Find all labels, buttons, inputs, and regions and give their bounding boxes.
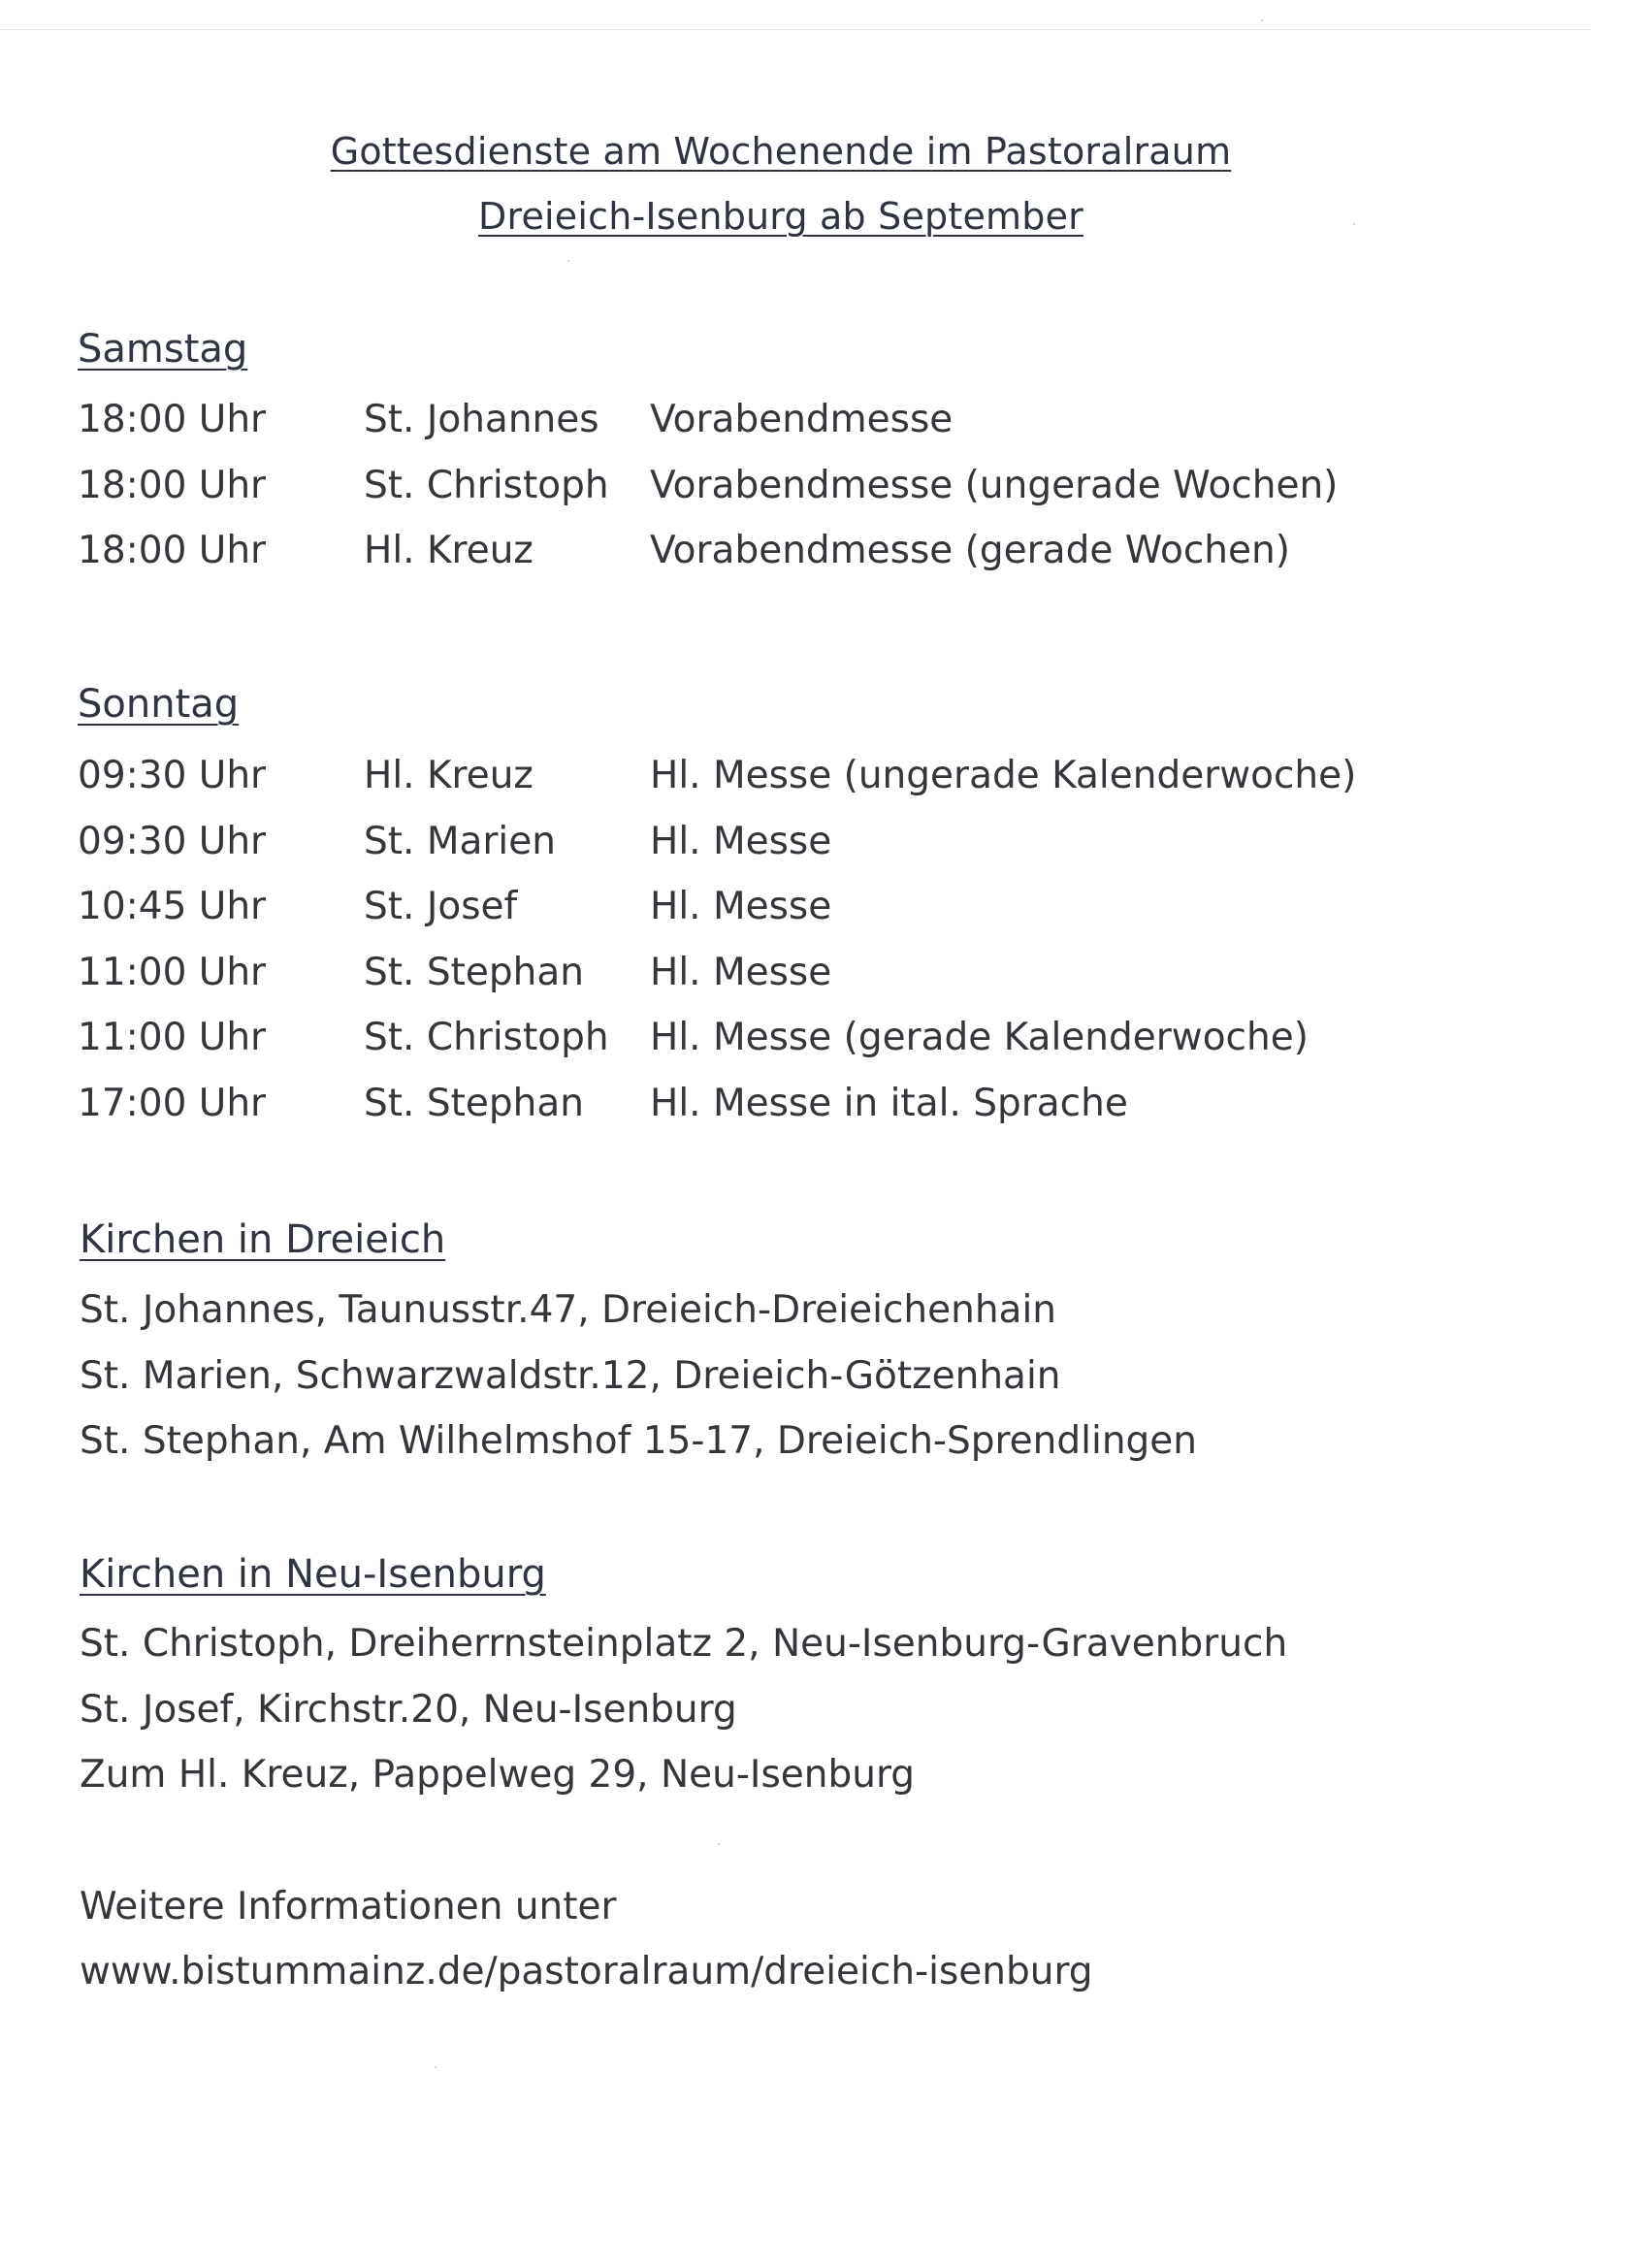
scan-speck xyxy=(718,1843,720,1845)
service-type: Vorabendmesse xyxy=(650,398,954,441)
service-type: Hl. Messe xyxy=(650,819,832,863)
service-type: Hl. Messe (ungerade Kalenderwoche) xyxy=(650,754,1357,797)
church-address: St. Johannes, Taunusstr.47, Dreieich-Dreieichenhain xyxy=(80,1288,1056,1332)
church-name: St. Stephan xyxy=(364,950,584,994)
service-type: Hl. Messe (gerade Kalenderwoche) xyxy=(650,1016,1309,1059)
saturday-heading: Samstag xyxy=(78,327,248,372)
info-url: www.bistummainz.de/pastoralraum/dreieich-isenburg xyxy=(80,1950,1093,1993)
church-name: St. Johannes xyxy=(364,398,599,441)
page-title-line-2: Dreieich-Isenburg ab September xyxy=(478,195,1083,238)
service-time: 18:00 Uhr xyxy=(78,529,267,572)
scan-edge-line xyxy=(0,29,1591,30)
service-type: Hl. Messe xyxy=(650,885,832,928)
dreieich-church-list xyxy=(80,1288,1197,1485)
church-address: St. Christoph, Dreiherrnsteinplatz 2, Neu-Isenburg-Gravenbruch xyxy=(80,1622,1288,1666)
scan-speck xyxy=(1261,19,1263,21)
service-time: 09:30 Uhr xyxy=(78,754,267,797)
neu-isenburg-church-list xyxy=(80,1622,1287,1819)
scan-speck xyxy=(435,2066,436,2068)
service-type: Hl. Messe in ital. Sprache xyxy=(650,1081,1128,1125)
church-address: St. Josef, Kirchstr.20, Neu-Isenburg xyxy=(80,1687,737,1732)
service-time: 11:00 Uhr xyxy=(78,950,267,994)
service-time: 11:00 Uhr xyxy=(78,1016,267,1059)
neu-isenburg-heading: Kirchen in Neu-Isenburg xyxy=(80,1552,546,1597)
church-address: Zum Hl. Kreuz, Pappelweg 29, Neu-Isenburg xyxy=(80,1753,916,1797)
service-type: Vorabendmesse (ungerade Wochen) xyxy=(650,463,1339,507)
page-title-line-1: Gottesdienste am Wochenende im Pastoralraum xyxy=(330,130,1232,173)
service-time: 18:00 Uhr xyxy=(78,463,267,507)
scan-speck xyxy=(567,260,569,262)
church-name: St. Josef xyxy=(364,885,518,928)
church-name: Hl. Kreuz xyxy=(364,529,534,572)
service-time: 17:00 Uhr xyxy=(78,1081,267,1125)
church-name: St. Christoph xyxy=(364,463,609,507)
sunday-heading: Sonntag xyxy=(78,682,240,727)
church-address: St. Stephan, Am Wilhelmshof 15-17, Dreieich-Sprendlingen xyxy=(80,1419,1198,1463)
service-type: Vorabendmesse (gerade Wochen) xyxy=(650,529,1290,572)
church-name: Hl. Kreuz xyxy=(364,754,534,797)
church-name: St. Christoph xyxy=(364,1016,609,1059)
dreieich-heading: Kirchen in Dreieich xyxy=(80,1217,446,1262)
church-address: St. Marien, Schwarzwaldstr.12, Dreieich-Götzenhain xyxy=(80,1353,1061,1398)
service-time: 18:00 Uhr xyxy=(78,398,267,441)
service-time: 10:45 Uhr xyxy=(78,885,267,928)
church-name: St. Stephan xyxy=(364,1081,584,1125)
info-text: Weitere Informationen unter xyxy=(80,1885,617,1928)
service-type: Hl. Messe xyxy=(650,950,832,994)
church-name: St. Marien xyxy=(364,819,556,863)
service-time: 09:30 Uhr xyxy=(78,819,267,863)
